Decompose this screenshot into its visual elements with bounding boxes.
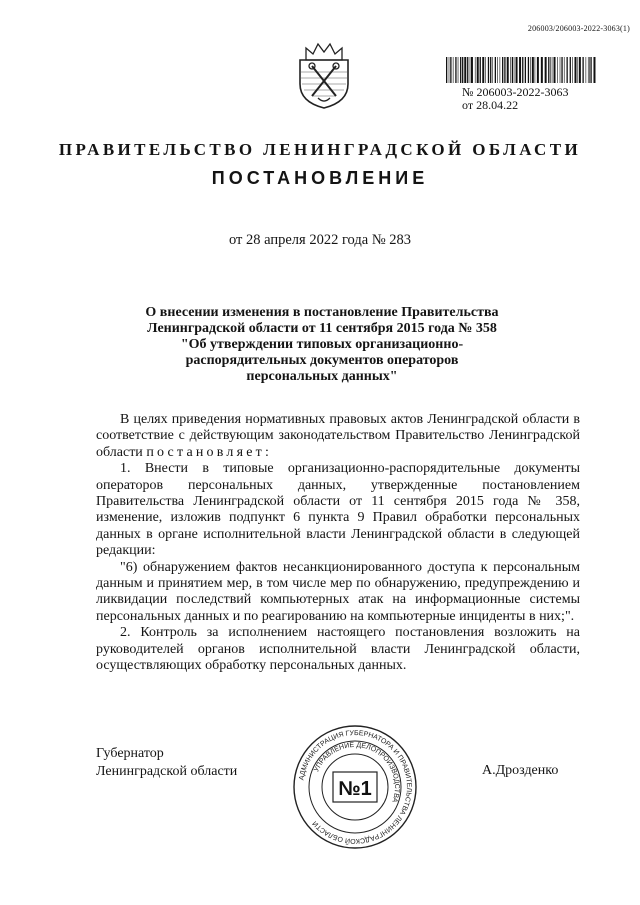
decree-date-number: от 28 апреля 2022 года № 283: [228, 232, 412, 248]
barcode-bar: [516, 57, 518, 83]
svg-text:УПРАВЛЕНИЕ ДЕЛОПРОИЗВОДСТВА: УПРАВЛЕНИЕ ДЕЛОПРОИЗВОДСТВА: [313, 741, 401, 804]
barcode-bar: [450, 57, 451, 83]
barcode-bar: [535, 57, 536, 83]
svg-text:АДМИНИСТРАЦИЯ ГУБЕРНАТОРА И ПР: АДМИНИСТРАЦИЯ ГУБЕРНАТОРА И ПРАВИТЕЛЬСТВА ЛЕНИНГРАДСКОЙ ОБЛАСТИ: [298, 729, 413, 845]
barcode-bar: [519, 57, 521, 83]
barcode-bar: [464, 57, 466, 83]
barcode-bar: [574, 57, 576, 83]
barcode-bar: [502, 57, 503, 83]
barcode-bar: [582, 57, 583, 83]
barcode-bar: [462, 57, 463, 83]
barcode-bar: [528, 57, 529, 83]
signatory-name: А.Дрозденко: [482, 763, 559, 778]
document-code: 206003/206003-2022-3063(1): [527, 24, 630, 33]
barcode-bar: [579, 57, 581, 83]
barcode-bar: [586, 57, 587, 83]
barcode-bar: [561, 57, 562, 83]
barcode-bar: [475, 57, 476, 83]
registration-number: № 206003-2022-3063: [462, 85, 569, 99]
barcode-bar: [490, 57, 491, 83]
barcode-bar: [467, 57, 468, 83]
barcode-bar: [480, 57, 481, 83]
resolves-word: постановляет: [146, 444, 265, 460]
barcode-bar: [455, 57, 456, 83]
barcode-bar: [557, 57, 558, 83]
barcode-bar: [512, 57, 513, 83]
barcode-bar: [577, 57, 578, 83]
svg-text:№1: №1: [338, 778, 372, 800]
barcode-bar: [446, 57, 447, 83]
barcode-bar: [550, 57, 551, 83]
registration-date: от 28.04.22: [462, 98, 519, 112]
barcode-bar: [552, 57, 553, 83]
body-paragraph-item-2: 2. Контроль за исполнением настоящего постановления возложить на руководителей органов исполнительной власти Ленинградской области, осуществляющих обработку персональных данных.: [96, 625, 580, 674]
barcode-bar: [500, 57, 501, 83]
barcode-bar: [477, 57, 479, 83]
barcode-bar: [482, 57, 484, 83]
registration-stamp: [462, 86, 568, 112]
subject-line: персональных данных": [246, 369, 398, 384]
barcode-bar: [514, 57, 515, 83]
barcode-bar: [488, 57, 489, 83]
barcode-bar: [470, 57, 471, 83]
government-heading: ПРАВИТЕЛЬСТВО ЛЕНИНГРАДСКОЙ ОБЛАСТИ: [58, 140, 582, 159]
barcode-bar: [560, 57, 561, 83]
barcode-bar: [537, 57, 539, 83]
barcode-bar: [485, 57, 486, 83]
body-paragraph-item-1: 1. Внести в типовые организационно-распорядительные документы операторов персональных данных, утвержденные постановлением Правительства Ленинградской области от 11 сентября 2015 года № 358, изменение, изложив подпункт 6 пункта 9 Правил обработки персональных данных в органе исполнительной власти Ленинградской области в следующей редакции:: [96, 461, 580, 559]
preamble-colon: :: [264, 444, 269, 460]
body-paragraph-quote: "6) обнаружением фактов несанкционированного доступа к персональным данным и принятием мер, в том числе мер по обнаружению, предупреждению и ликвидации последствий компьютерных атак на информационные системы персональных данных и по реагированию на компьютерные инциденты в них;".: [96, 559, 580, 624]
barcode-bar: [522, 57, 523, 83]
barcode-bar: [570, 57, 571, 83]
barcode-bar: [471, 57, 473, 83]
barcode-bar: [504, 57, 505, 83]
barcode-bar: [495, 57, 496, 83]
barcode-bar: [458, 57, 459, 83]
barcode: [446, 57, 596, 83]
decree-body: [96, 412, 580, 675]
barcode-bar: [588, 57, 589, 83]
barcode-bar: [497, 57, 498, 83]
barcode-bar: [492, 57, 493, 83]
subject-line: распорядительных документов операторов: [185, 353, 459, 368]
barcode-bar: [449, 57, 450, 83]
barcode-bar: [567, 57, 568, 83]
decree-subject: [112, 305, 532, 385]
barcode-bar: [532, 57, 534, 83]
official-seal: [292, 724, 418, 850]
barcode-bar: [590, 57, 591, 83]
barcode-bar: [507, 57, 509, 83]
barcode-bar: [589, 57, 590, 83]
coat-of-arms-emblem: [296, 38, 352, 110]
barcode-bar: [530, 57, 531, 83]
barcode-bar: [548, 57, 549, 83]
barcode-bar: [545, 57, 547, 83]
barcode-bar: [564, 57, 565, 83]
subject-line: "Об утверждении типовых организационно-: [180, 337, 464, 352]
subject-line: О внесении изменения в постановление Правительства: [145, 305, 499, 320]
barcode-bar: [460, 57, 461, 83]
barcode-bar: [572, 57, 573, 83]
barcode-bar: [525, 57, 526, 83]
barcode-bar: [541, 57, 543, 83]
barcode-bar: [510, 57, 511, 83]
signatory-region: Ленинградской области: [96, 764, 238, 779]
decree-title: ПОСТАНОВЛЕНИЕ: [211, 168, 429, 188]
body-paragraph-preamble: [96, 412, 580, 461]
signatory-title: Губернатор: [96, 746, 164, 761]
subject-line: Ленинградской области от 11 сентября 2015 года № 358: [147, 321, 497, 336]
barcode-bar: [554, 57, 556, 83]
barcode-bar: [593, 57, 595, 83]
signatory-position: [96, 745, 237, 781]
barcode-bar: [453, 57, 454, 83]
preamble-text: В целях приведения нормативных правовых актов Ленинградской области в соответствие с действующим законодательством Правительство Ленинградской области: [96, 412, 580, 460]
